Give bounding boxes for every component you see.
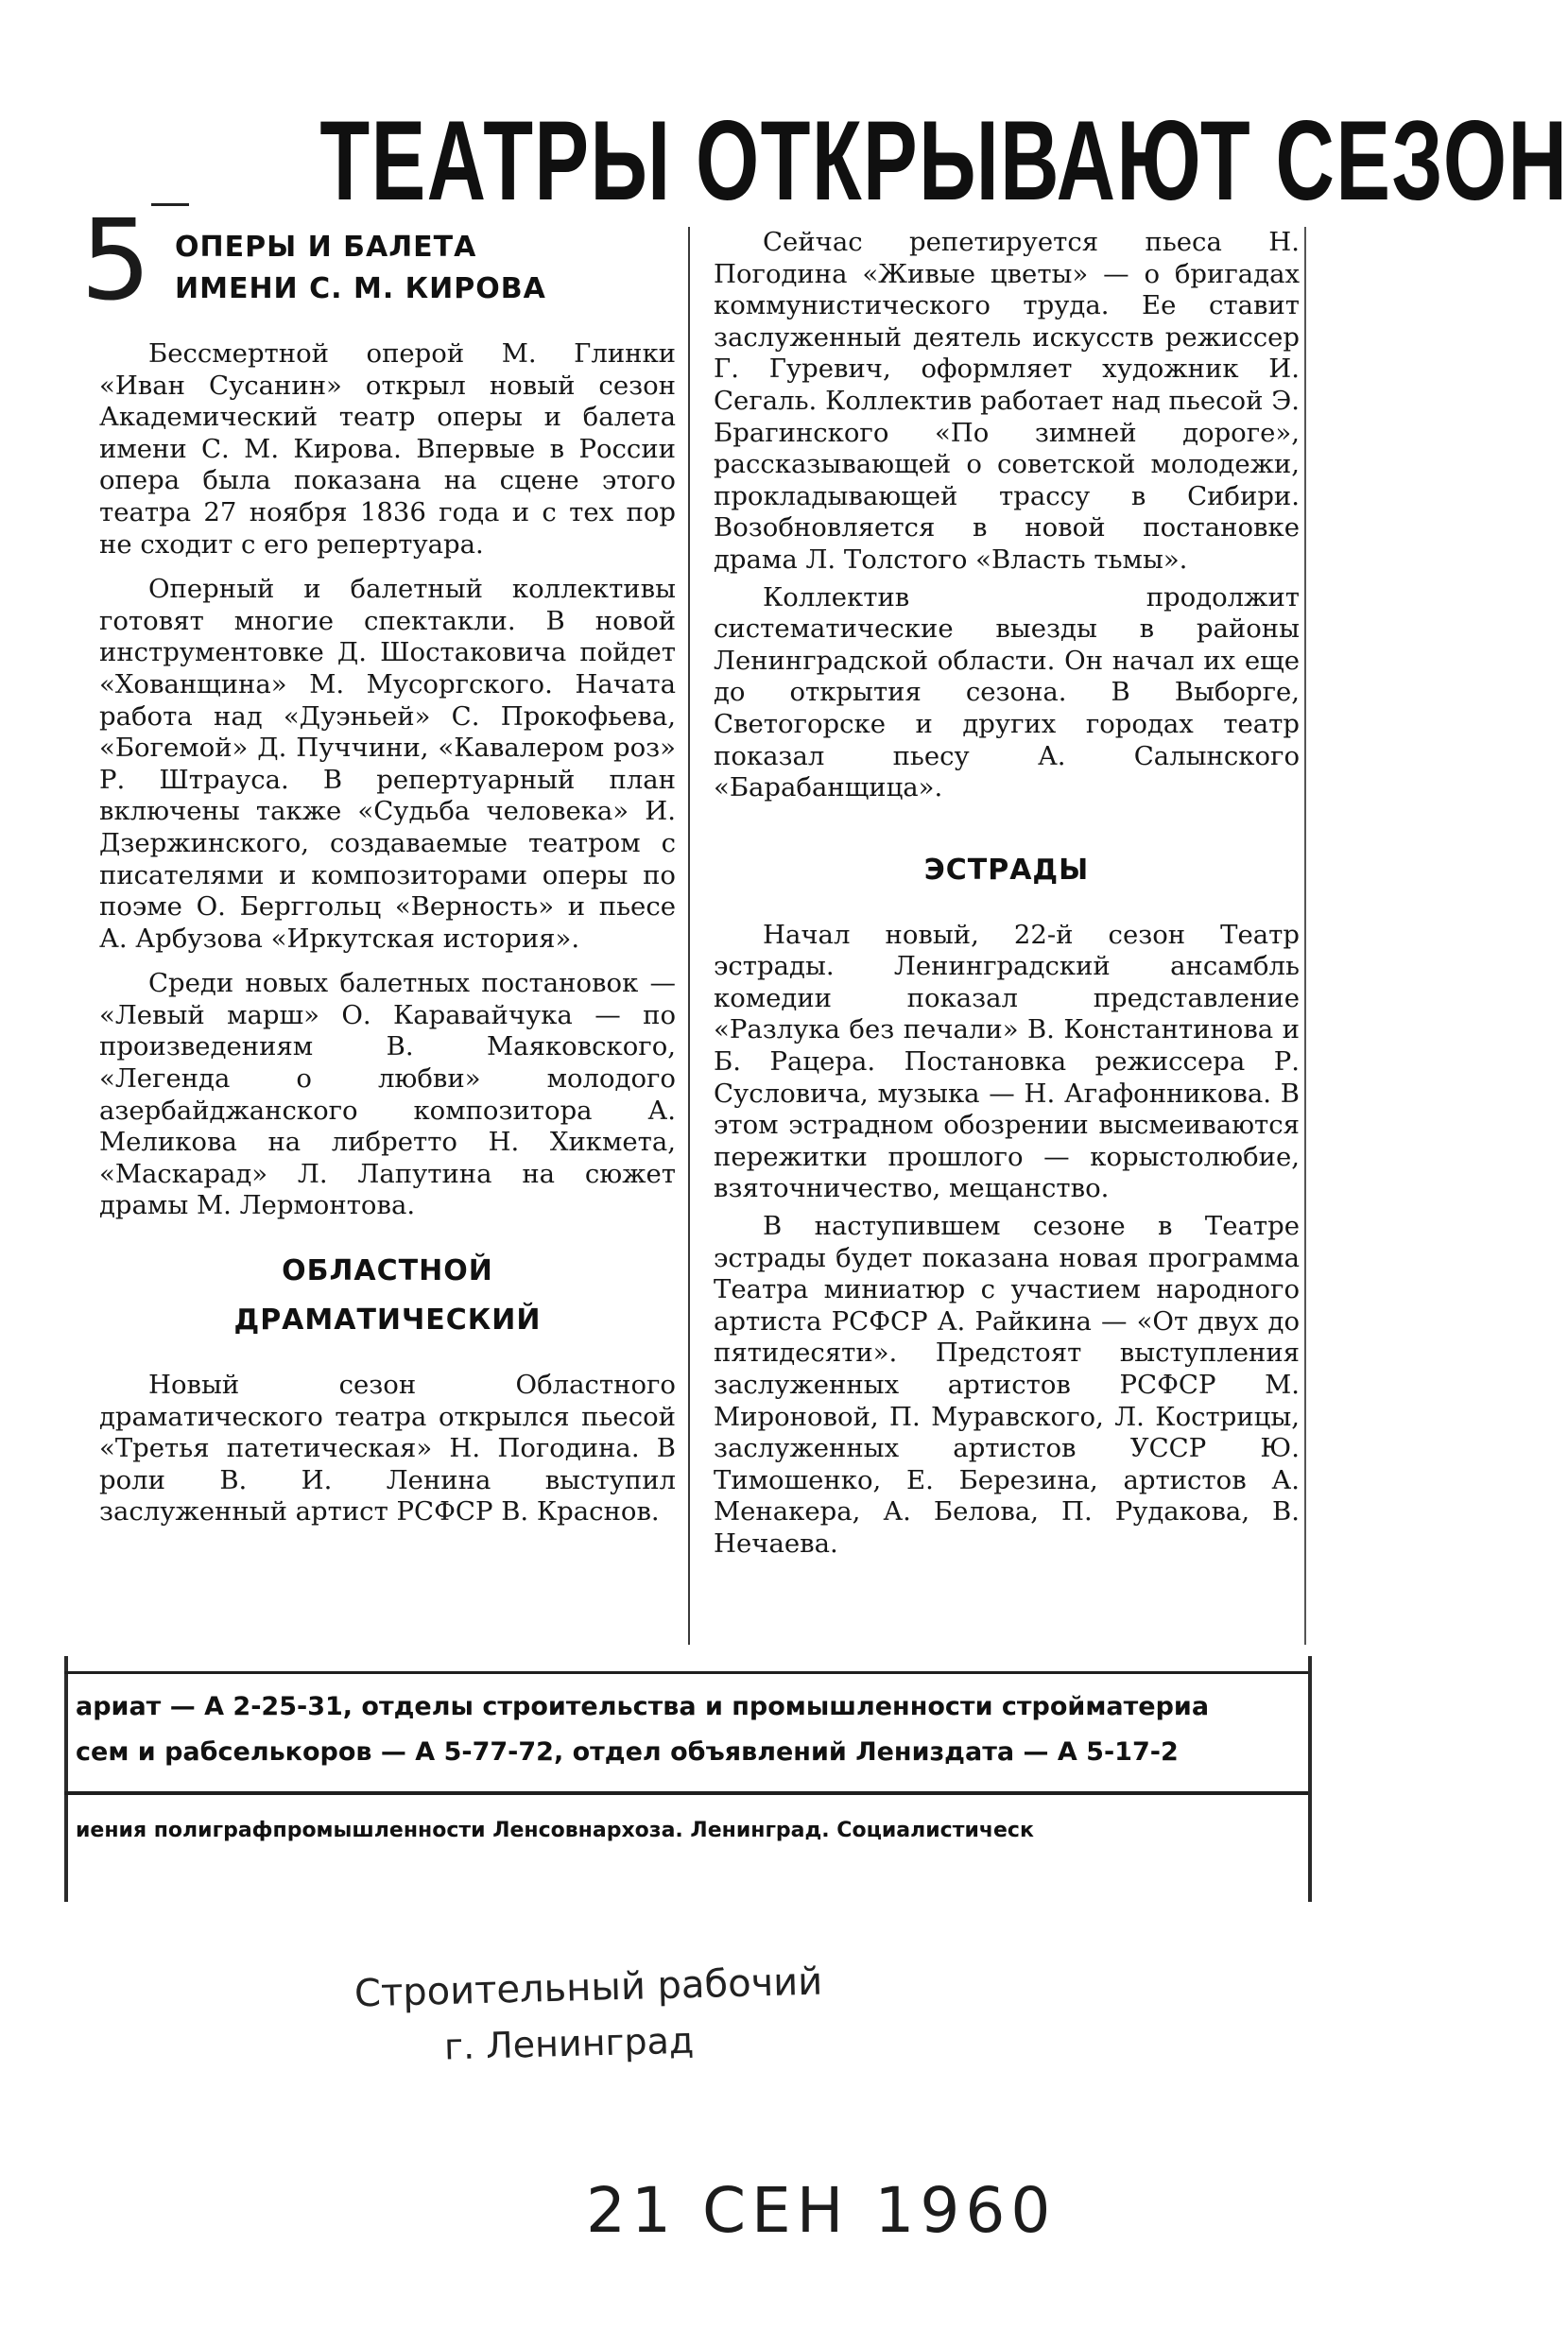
column-divider	[688, 227, 690, 1645]
opera-paragraph-2: Оперный и балетный коллективы готовят многие спектакли. В новой инструментовке Д. Шостаковича пойдет «Хованщина» М. Мусоргского. Начата работа над «Дуэньей» С. Прокофьева, «Богемой» Д. Пуччини, «Кавалером роз» Р. Штрауса. В репертуарный план включены также «Судьба человека» И. Дзержинского, создаваемые театром с писателями и композиторами оперы по поэме О. Берггольц «Верность» и пьесе А. Арбузова «Иркутская история».	[99, 574, 676, 954]
drama-paragraph-1: Новый сезон Областного драматического театра открылся пьесой «Третья патетическая» Н. Погодина. В роли В. И. Ленина выступил заслуженный артист РСФСР В. Краснов.	[99, 1370, 676, 1528]
headline: ТЕАТРЫ ОТКРЫВАЮТ СЕЗОН	[319, 97, 1568, 224]
estrada-heading: ЭСТРАДЫ	[923, 853, 1090, 887]
estrada-paragraph-2: В наступившем сезоне в Театре эстрады будет показана новая программа Театра миниатюр с участием народного артиста РСФСР А. Райкина — «От двух до пятидесяти». Предстоят выступления заслуженных артистов РСФСР М. Мироновой, П. Муравского, Л. Кострицы, заслуженных артистов УССР Ю. Тимошенко, Е. Березина, артистов А. Менакера, А. Белова, П. Рудакова, В. Нечаева.	[714, 1211, 1300, 1559]
imprint-line-1: ариат — А 2-25-31, отделы строительства и промышленности стройматериа	[76, 1692, 1210, 1721]
drama-heading-line1: ОБЛАСТНОЙ	[282, 1254, 493, 1288]
opera-heading-line1: ОПЕРЫ И БАЛЕТА	[175, 231, 477, 264]
imprint-top-rule	[64, 1671, 1308, 1674]
drama-paragraph-3: Коллектив продолжит систематические выезды в районы Ленинградской области. Он начал их еще до открытия сезона. В Выборге, Светогорске и других городах театр показал пьесу А. Салынского «Барабанщица».	[714, 581, 1300, 803]
right-column	[714, 227, 1300, 1561]
stamp-publication: Строительный рабочий	[353, 1960, 823, 2016]
drama-paragraph-2: Сейчас репетируется пьеса Н. Погодина «Живые цветы» — о бригадах коммунистического труда. Ее ставит заслуженный деятель искусств режиссер Г. Гуревич, оформляет художник И. Сегаль. Коллектив работает над пьесой Э. Брагинского «По зимней дороге», рассказывающей о советской молодежи, прокладывающей трассу в Сибири. Возобновляется в новой постановке драма Л. Толстого «Власть тьмы».	[714, 227, 1300, 575]
headline-tick	[151, 203, 189, 206]
opera-heading-line2: ИМЕНИ С. М. КИРОВА	[175, 272, 546, 305]
imprint-line-2: сем и рабселькоров — А 5-77-72, отдел объявлений Лениздата — А 5-17-2	[76, 1737, 1179, 1767]
clip-number: 5	[80, 195, 152, 325]
imprint-line-3: иения полиграфпромышленности Ленсовнархоза. Ленинград. Социалистическ	[76, 1819, 1034, 1842]
opera-paragraph-1: Бессмертной оперой М. Глинки «Иван Сусанин» открыл новый сезон Академический театр оперы и балета имени С. М. Кирова. Впервые в России опера была показана на сцене этого театра 27 ноября 1836 года и с тех пор не сходит с его репертуара.	[99, 338, 676, 560]
imprint-middle-rule	[64, 1791, 1308, 1795]
right-edge-rule	[1304, 227, 1306, 1645]
drama-heading-line2: ДРАМАТИЧЕСКИЙ	[233, 1303, 542, 1338]
left-column	[99, 227, 676, 1528]
date-stamp: 21 СЕН 1960	[586, 2174, 1057, 2247]
estrada-paragraph-1: Начал новый, 22-й сезон Театр эстрады. Ленинградский ансамбль комедии показал представление «Разлука без печали» В. Константинова и Б. Рацера. Постановка режиссера Р. Сусловича, музыка — Н. Агафонникова. В этом эстрадном обозрении высмеиваются пережитки прошлого — корыстолюбие, взяточничество, мещанство.	[714, 919, 1300, 1204]
stamp-city: г. Ленинград	[443, 2019, 695, 2068]
opera-paragraph-3: Среди новых балетных постановок — «Левый марш» О. Каравайчука — по произведениям В. Маяковского, «Легенда о любви» молодого азербайджанского композитора А. Меликова на либретто Н. Хикмета, «Маскарад» Л. Лапутина на сюжет драмы М. Лермонтова.	[99, 968, 676, 1221]
